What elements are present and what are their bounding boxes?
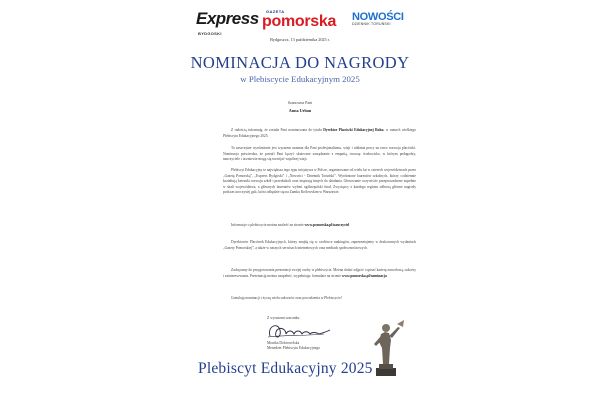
- nowosci-logo-subtext: DZIENNIK TORUŃSKI: [352, 22, 391, 26]
- p6-text: Zachęcamy do przygotowania prezentacji swojej osoby w plebiscycie. Można dodać zdjęcie i opisać karierę zawodową, sukcesy i zainteresowania. Prezentację można uzupełnić, wypełniając formularz na stronie: [223, 268, 416, 278]
- gazeta-pomorska-logo: [262, 10, 336, 30]
- express-logo-subtext: BYDGOSKI: [198, 31, 222, 36]
- signatory-name: Monika Dobrowolska: [267, 341, 300, 345]
- nominacja-link[interactable]: www.pomorska.pl/nominacja: [341, 273, 387, 278]
- footer-title: Plebiscyt Edukacyjny 2025: [198, 360, 373, 377]
- paragraph-publication: Dyrektorów Placówek Edukacyjnych, którzy znajdą się w czołówce rankingów, zaprezentujemy w drukowanych wydaniach „Gazety Pomorskiej”, a także w naszych serwisach internetowych oraz mediach społecznościowych.: [223, 240, 416, 250]
- handwritten-signature: [264, 320, 334, 342]
- letter-subtitle: w Plebiscycie Edukacyjnym 2025: [240, 74, 360, 84]
- nowosci-logo-text: NOWOŚCI: [352, 11, 404, 23]
- nauczyciel-link[interactable]: www.pomorska.pl/nauczyciel: [304, 223, 350, 227]
- paragraph-info-link: [223, 223, 416, 229]
- salutation: Szanowna Pani: [287, 100, 313, 105]
- letter-title: NOMINACJA DO NAGRODY: [190, 53, 410, 72]
- paragraph-about-plebiscite: Plebiscyt Edukacyjny to największa tego typu inicjatywa w Polsce, organizowane od wielu lat w czterech województwach przez „Gazetę Pomorską”, „Express Bydgoski” i „Nowości - Dziennik Toruński”. Wyróżnione laureatów szkolnych, którzy codziennie kształtują kierunki rozwoju szkół i przedszkoli oraz inspirują innych do działania. Głosowanie oczywiście przeprowadzone zupełnie w skali województwa, a głównych laureatów wyłoni ogólnopolski finał. Zwycięzcy z każdego regionu odbiorą główne nagrody podczas uroczystej gali, która odbędzie się na Zamku Królewskim w Warszawie.: [223, 168, 416, 195]
- p1-text-end: , w ramach wielkiego Plebiscytu Edukacyjnego 2025.: [223, 128, 416, 138]
- gazeta-logo-small: GAZETA: [266, 9, 285, 14]
- signatory-role: Menedżer Plebiscytu Edukacyjnego: [267, 346, 321, 350]
- recipient-name: Anna Urban: [288, 108, 312, 113]
- paragraph-congratulations: Gratuluję nominacji i życzę wielu sukcesów oraz powodzenia w Plebiscycie!: [231, 296, 342, 300]
- regards-line: Z wyrazami szacunku: [267, 316, 300, 320]
- award-category: Dyrektor Placówki Edukacyjnej Roku: [323, 128, 384, 132]
- publisher-logos: [0, 9, 600, 36]
- pomorska-logo-text: pomorska: [262, 13, 337, 30]
- paragraph-nomination: [223, 128, 416, 139]
- p4-text: Informacje o plebiscycie można znaleźć na stronie: [231, 223, 305, 227]
- paragraph-recognition: To zaszczytne wyróżnienie jest wyrazem uznania dla Pani profesjonalizmu, wizji i oddania pracy na rzecz rozwoju placówki. Nominacja potwierdza, że potrafi Pani łączyć skuteczne zarządzanie z empatią, tworząc środowisko, w którym pedagodzy, nauczyciele i uczniowie mogą się rozwijać wspólnej wizji.: [223, 146, 416, 162]
- express-logo-text: Express: [196, 9, 259, 28]
- letter-date: Bydgoszcz, 13 października 2025 r.: [270, 37, 330, 42]
- nowosci-logo: [352, 11, 404, 26]
- trophy-statue-icon: [366, 318, 406, 378]
- paragraph-presentation: [223, 268, 416, 279]
- p1-text: Z radością informuję, że została Pani nominowana do tytułu: [231, 128, 324, 132]
